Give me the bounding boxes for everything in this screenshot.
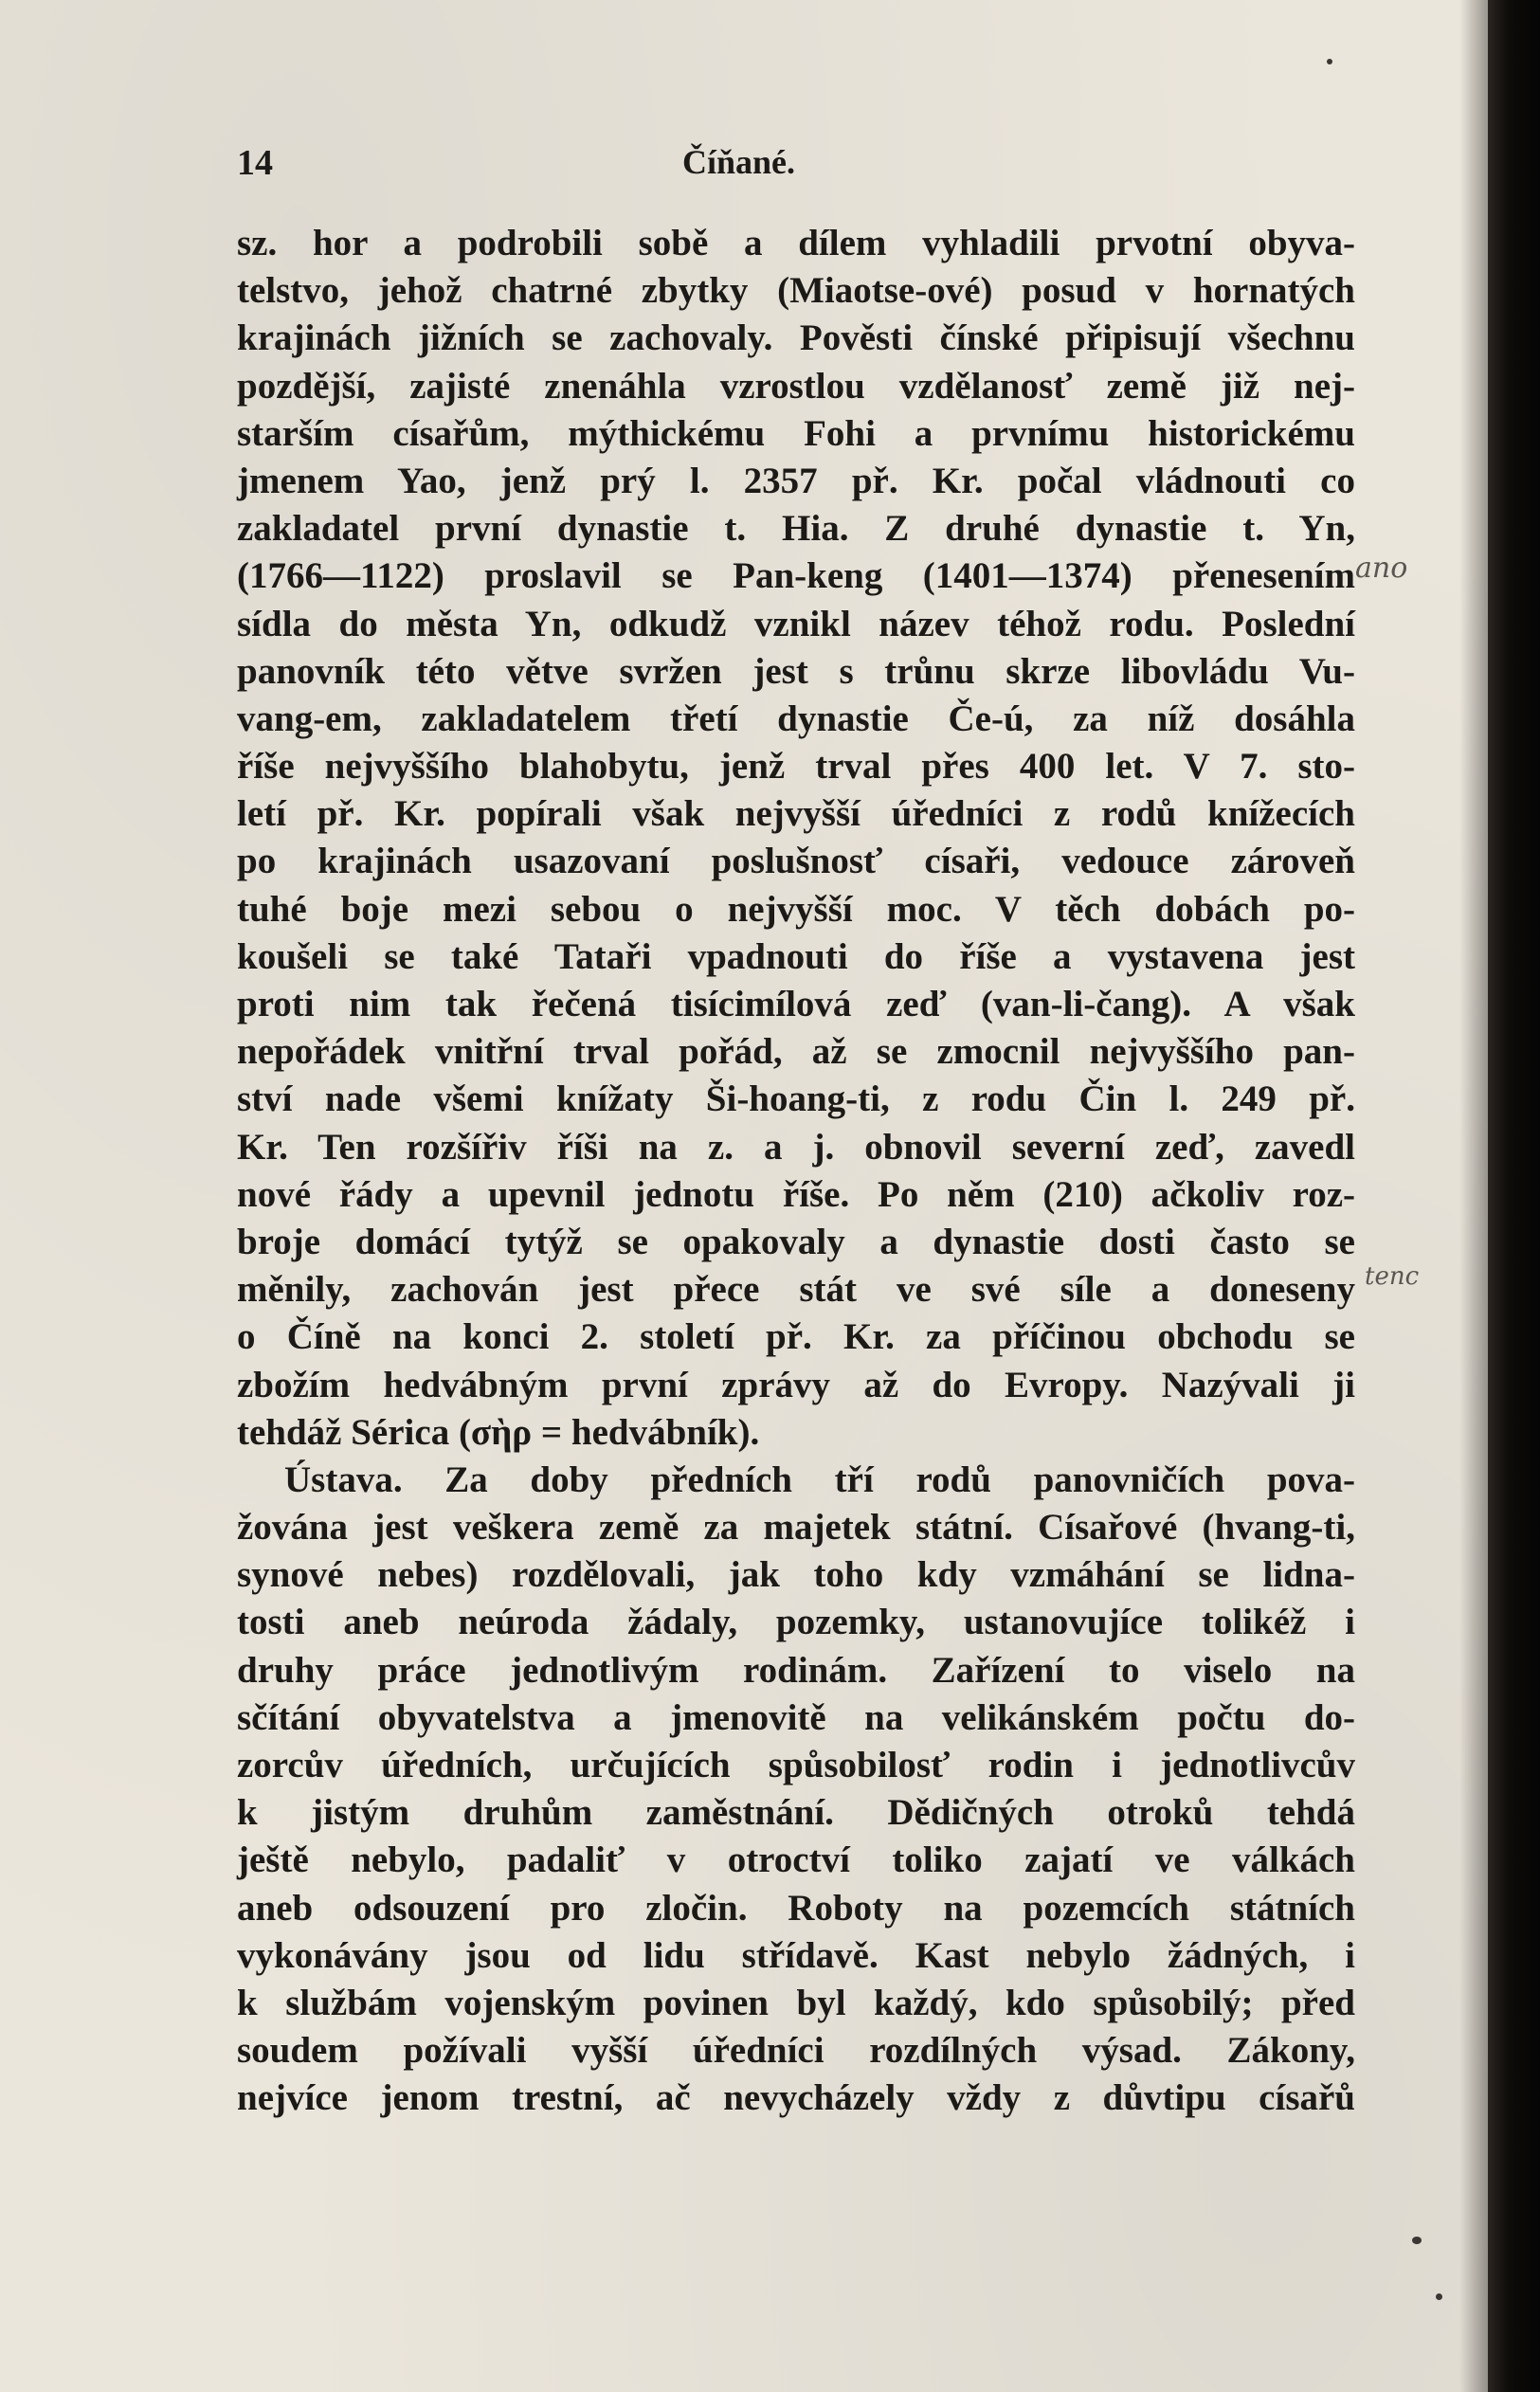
- text-line: broje domácí tytýž se opakovaly a dynastie dosti často se: [237, 1221, 1355, 1262]
- ink-speck: [1412, 2237, 1422, 2244]
- text-line: nejvíce jenom trestní, ač nevycházely vždy z důvtipu císařů: [237, 2077, 1355, 2119]
- running-head: Číňané.: [682, 143, 796, 181]
- body-text: [237, 220, 1355, 2123]
- text-line: tuhé boje mezi sebou o nejvyšší moc. V těch dobách po-: [237, 888, 1355, 930]
- text-line: soudem požívali vyšší úředníci rozdílných výsad. Zákony,: [237, 2030, 1355, 2072]
- book-spine: [1488, 0, 1540, 2392]
- text-line: krajinách jižních se zachovaly. Pověsti čínské připisují všechnu: [237, 317, 1355, 359]
- ink-speck: [1436, 2293, 1442, 2300]
- page-edge-shadow: [1459, 0, 1488, 2392]
- text-line: tosti aneb neúroda žádaly, pozemky, ustanovujíce tolikéž i: [237, 1602, 1355, 1643]
- text-line: Kr. Ten rozšířiv říši na z. a j. obnovil severní zeď, zavedl: [237, 1126, 1355, 1168]
- text-line: zorcův úředních, určujících spůsobilosť rodin i jednotlivcův: [237, 1745, 1355, 1785]
- text-line: aneb odsouzení pro zločin. Roboty na pozemcích státních: [237, 1887, 1355, 1929]
- text-line: o Číně na konci 2. století př. Kr. za příčinou obchodu se: [237, 1316, 1355, 1358]
- page-number: 14: [237, 143, 273, 183]
- text-line: panovník této větve svržen jest s trůnu skrze libovládu Vu-: [237, 650, 1355, 692]
- text-line: starším císařům, mýthickému Fohi a prvnímu historickému: [237, 412, 1355, 454]
- text-line: zakladatel první dynastie t. Hia. Z druhé dynastie t. Yn,: [237, 508, 1355, 550]
- text-line: Ústava. Za doby předních tří rodů panovničích pova-: [284, 1459, 1355, 1500]
- text-line: vang-em, zakladatelem třetí dynastie Če-ú, za níž dosáhla: [237, 698, 1355, 739]
- text-line: ještě nebylo, padaliť v otroctví toliko zajatí ve válkách: [237, 1839, 1355, 1881]
- text-line: tehdáž Sérica (σὴρ = hedvábník).: [237, 1411, 760, 1453]
- text-line: sídla do města Yn, odkudž vznikl název téhož rodu. Poslední: [237, 603, 1355, 644]
- text-line: (1766—1122) proslavil se Pan-keng (1401—1374) přenesením: [237, 555, 1355, 597]
- text-line: ství nade všemi knížaty Ši-hoang-ti, z rodu Čin l. 249 př.: [237, 1078, 1355, 1120]
- handwritten-margin-note: ano: [1355, 552, 1408, 585]
- text-line: k jistým druhům zaměstnání. Dědičných otroků tehdá: [237, 1792, 1355, 1834]
- text-line: měnily, zachován jest přece stát ve své síle a doneseny: [237, 1269, 1355, 1311]
- text-line: letí př. Kr. popírali však nejvyšší úředníci z rodů knížecích: [237, 793, 1355, 835]
- text-line: vykonávány jsou od lidu střídavě. Kast nebylo žádných, i: [237, 1934, 1355, 1976]
- handwritten-margin-note: tenc: [1365, 1262, 1420, 1291]
- text-line: zbožím hedvábným první zprávy až do Evropy. Nazývali ji: [237, 1364, 1355, 1405]
- text-line: sčítání obyvatelstva a jmenovitě na velikánském počtu do-: [237, 1696, 1355, 1738]
- text-line: druhy práce jednotlivým rodinám. Zařízení to viselo na: [237, 1649, 1355, 1691]
- text-line: po krajinách usazovaní poslušnosť císaři, vedouce zároveň: [237, 841, 1355, 882]
- ink-speck: [1327, 59, 1332, 64]
- text-line: sz. hor a podrobili sobě a dílem vyhladili prvotní obyva-: [237, 223, 1355, 263]
- text-line: pozdější, zajisté znenáhla vzrostlou vzdělanosť země již nej-: [237, 365, 1355, 407]
- text-line: nepořádek vnitřní trval pořád, až se zmocnil nejvyššího pan-: [237, 1031, 1355, 1073]
- text-line: jmenem Yao, jenž prý l. 2357 př. Kr. počal vládnouti co: [237, 460, 1355, 501]
- text-line: nové řády a upevnil jednotu říše. Po něm (210) ačkoliv roz-: [237, 1173, 1355, 1215]
- text-line: synové nebes) rozdělovali, jak toho kdy vzmáhání se lidna-: [237, 1554, 1355, 1596]
- text-line: žována jest veškera země za majetek státní. Císařové (hvang-ti,: [237, 1507, 1355, 1549]
- text-line: koušeli se také Tataři vpadnouti do říše a vystavena jest: [237, 935, 1355, 977]
- page-header: [237, 142, 1355, 199]
- text-line: telstvo, jehož chatrné zbytky (Miaotse-ové) posud v hornatých: [237, 270, 1355, 312]
- text-line: proti nim tak řečená tisícimílová zeď (van-li-čang). A však: [237, 984, 1355, 1024]
- text-line: říše nejvyššího blahobytu, jenž trval přes 400 let. V 7. sto-: [237, 746, 1355, 788]
- text-line: k službám vojenským povinen byl každý, kdo spůsobilý; před: [237, 1982, 1355, 2023]
